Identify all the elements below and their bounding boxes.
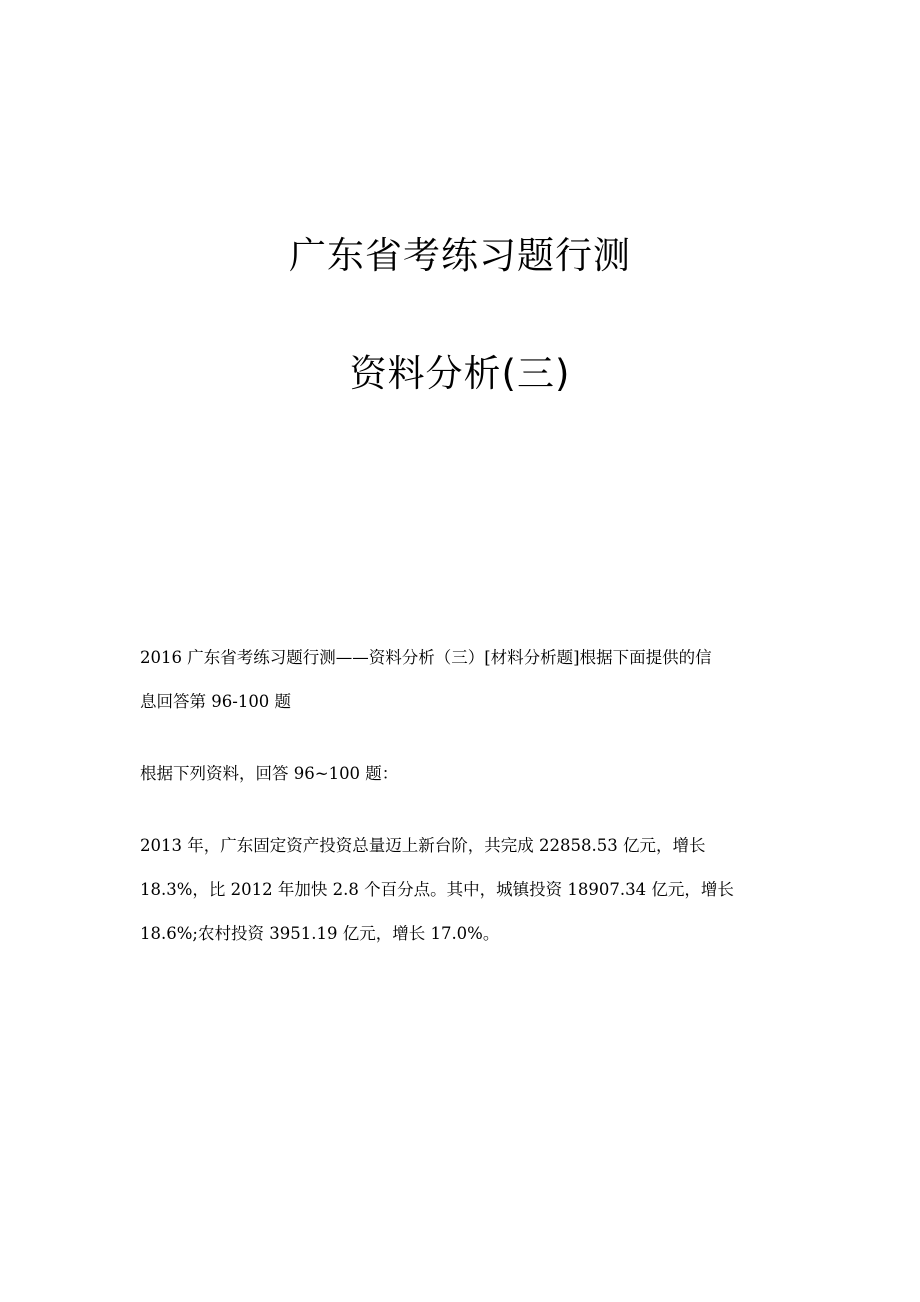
material-line-1: 2013 年，广东固定资产投资总量迈上新台阶，共完成 22858.53 亿元，增长 — [140, 836, 706, 855]
material-paragraph — [140, 824, 780, 956]
instruction-paragraph — [140, 752, 780, 796]
instruction-line-1: 根据下列资料，回答 96~100 题： — [140, 764, 399, 783]
material-line-3: 18.6%;农村投资 3951.19 亿元，增长 17.0%。 — [140, 924, 500, 943]
intro-line-1: 2016 广东省考练习题行测——资料分析（三）[材料分析题]根据下面提供的信 — [140, 648, 712, 667]
intro-line-2: 息回答第 96-100 题 — [140, 692, 292, 711]
document-title: 广东省考练习题行测 — [289, 234, 631, 277]
document-subtitle: 资料分析(三) — [349, 352, 571, 395]
material-line-2: 18.3%，比 2012 年加快 2.8 个百分点。其中，城镇投资 18907.34 亿元，增长 — [140, 880, 734, 899]
intro-paragraph — [140, 636, 780, 724]
